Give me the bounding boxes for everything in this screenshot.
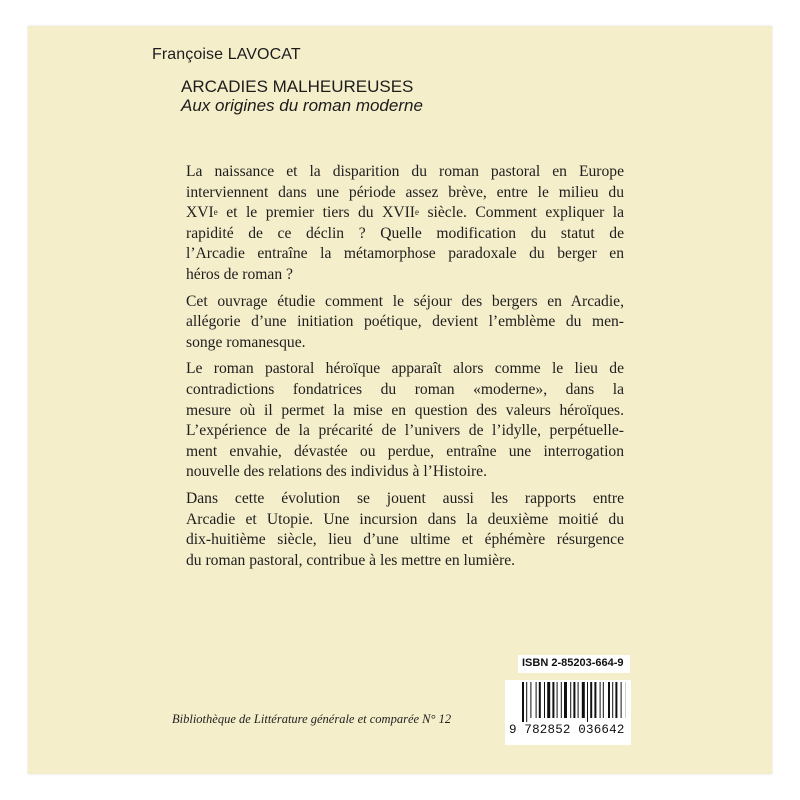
blurb-line: dix-huitième siècle, lieu d’une ultime et éphémère résurgence <box>186 531 624 549</box>
blurb-line: Dans cette évolution se jouent aussi les rapports entre <box>186 489 624 507</box>
blurb-line: mesure où il permet la mise en question des valeurs héroïques. <box>186 401 624 419</box>
blurb-line: interviennent dans une période assez brève, entre le milieu du <box>186 183 624 201</box>
blurb-line: allégorie d’une initiation poétique, devient l’emblème du men- <box>186 313 624 331</box>
barcode-bar <box>608 682 610 718</box>
barcode-bar <box>522 682 524 722</box>
blurb-line: rapidité de ce déclin ? Quelle modification du statut de <box>186 224 624 242</box>
blurb-line: Arcadie et Utopie. Une incursion dans la deuxième moitié du <box>186 510 624 528</box>
blurb-line: l’Arcadie entraîne la métamorphose paradoxale du berger en <box>186 245 624 263</box>
author-name: Françoise LAVOCAT <box>152 46 301 63</box>
barcode-bar <box>603 682 604 718</box>
barcode-bar <box>621 682 622 718</box>
blurb-text <box>186 162 624 577</box>
blurb-line: L’expérience de la précarité de l’univers de l’idylle, perpétuelle- <box>186 422 624 440</box>
barcode-bar <box>578 682 579 718</box>
blurb-paragraph <box>186 489 624 571</box>
book-title: ARCADIES MALHEUREUSES <box>181 77 414 96</box>
barcode-bar <box>539 682 541 718</box>
blurb-line: ment envahie, dévastée ou perdue, entraîne une interrogation <box>186 442 624 460</box>
blurb-paragraph <box>186 162 624 286</box>
barcode-bar <box>612 682 613 718</box>
blurb-line: Le roman pastoral héroïque apparaît alors comme le lieu de <box>186 360 624 378</box>
barcode-digits: 9 782852 036642 <box>509 723 625 737</box>
blurb-line: contradictions fondatrices du roman «moderne», dans la <box>186 380 624 398</box>
barcode-bar <box>561 682 562 718</box>
blurb-line: nouvelle des relations des individus à l’Histoire. <box>186 463 487 481</box>
barcode-bar <box>582 682 585 718</box>
blurb-line: du roman pastoral, contribue à les mettre en lumière. <box>186 551 516 569</box>
barcode-bar <box>544 682 545 718</box>
blurb-line: songe romanesque. <box>186 333 306 351</box>
blurb-line: La naissance et la disparition du roman pastoral en Europe <box>186 163 624 180</box>
barcode-bar <box>573 682 575 718</box>
barcode-bar <box>536 682 537 718</box>
blurb-paragraph <box>186 292 624 354</box>
barcode-bar <box>570 682 571 718</box>
barcode-bar <box>615 682 617 718</box>
series-title: Bibliothèque de Littérature générale et comparée N° 12 <box>172 712 452 726</box>
barcode-bar <box>552 682 554 718</box>
barcode-icon <box>522 682 626 722</box>
isbn-number: ISBN 2-85203-664-9 <box>522 657 624 669</box>
blurb-paragraph <box>186 359 624 483</box>
barcode-bar <box>587 682 588 722</box>
barcode-bar <box>557 682 558 718</box>
barcode-bar <box>600 682 601 718</box>
blurb-line: héros de roman ? <box>186 265 293 283</box>
barcode-bar <box>547 682 550 718</box>
blurb-line: XVIe et le premier tiers du XVIIe siècle. Comment expliquer la <box>186 204 625 222</box>
barcode-bar <box>526 682 527 722</box>
book-subtitle: Aux origines du roman moderne <box>181 96 423 115</box>
barcode-bar <box>564 682 567 718</box>
barcode-bar <box>530 682 531 718</box>
barcode-bar <box>590 682 592 718</box>
blurb-line: Cet ouvrage étudie comment le séjour des bergers en Arcadie, <box>186 292 624 310</box>
barcode-bar <box>594 682 596 718</box>
